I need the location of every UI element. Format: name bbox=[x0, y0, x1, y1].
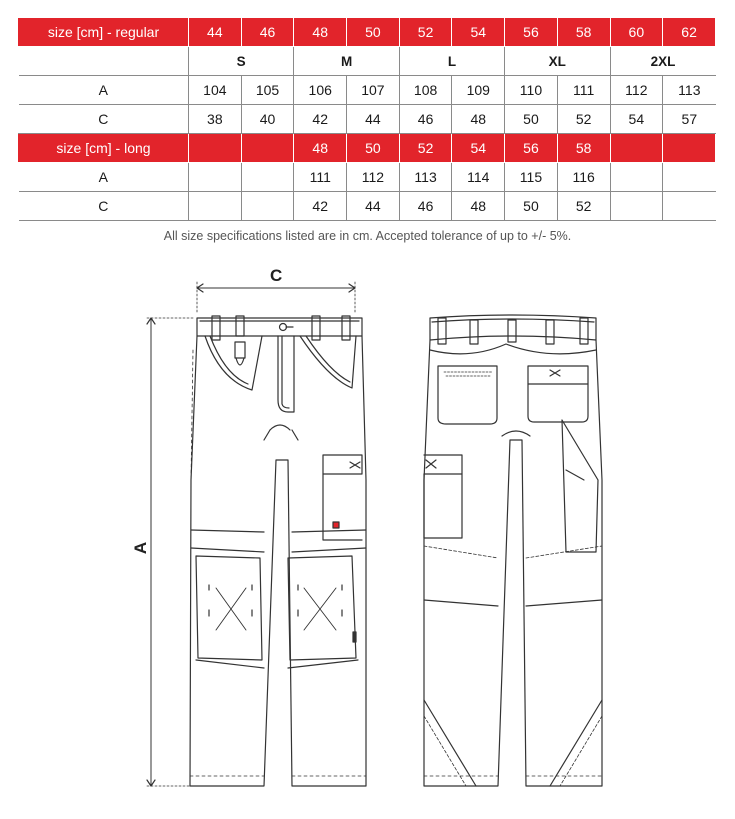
row-label: C bbox=[19, 192, 189, 221]
value-cell: 115 bbox=[505, 163, 558, 192]
size-cell: 62 bbox=[663, 18, 716, 47]
value-cell: 42 bbox=[294, 192, 347, 221]
value-cell: 48 bbox=[452, 105, 505, 134]
size-cell: 48 bbox=[294, 18, 347, 47]
value-cell: 108 bbox=[399, 76, 452, 105]
regular-header-label: size [cm] - regular bbox=[19, 18, 189, 47]
value-cell: 111 bbox=[557, 76, 610, 105]
front-view bbox=[190, 316, 366, 786]
value-cell: 109 bbox=[452, 76, 505, 105]
size-group-s: S bbox=[189, 47, 294, 76]
size-cell: 58 bbox=[557, 18, 610, 47]
value-cell: 40 bbox=[241, 105, 294, 134]
size-cell: 56 bbox=[505, 18, 558, 47]
value-cell: 54 bbox=[610, 105, 663, 134]
value-cell: 57 bbox=[663, 105, 716, 134]
value-cell: 112 bbox=[610, 76, 663, 105]
size-cell: 52 bbox=[399, 18, 452, 47]
dimension-c bbox=[197, 266, 355, 313]
value-cell: 113 bbox=[663, 76, 716, 105]
size-cell: 44 bbox=[189, 18, 242, 47]
size-group-2xl: 2XL bbox=[610, 47, 716, 76]
value-cell: 42 bbox=[294, 105, 347, 134]
value-cell: 44 bbox=[347, 192, 400, 221]
size-cell: 54 bbox=[452, 18, 505, 47]
value-cell: 104 bbox=[189, 76, 242, 105]
value-cell: 107 bbox=[347, 76, 400, 105]
value-cell: 52 bbox=[557, 192, 610, 221]
size-cell: 50 bbox=[347, 134, 400, 163]
size-cell: 54 bbox=[452, 134, 505, 163]
size-cell: 48 bbox=[294, 134, 347, 163]
value-cell: 110 bbox=[505, 76, 558, 105]
value-cell: 38 bbox=[189, 105, 242, 134]
back-view bbox=[424, 315, 602, 786]
long-header-label: size [cm] - long bbox=[19, 134, 189, 163]
value-cell: 105 bbox=[241, 76, 294, 105]
value-cell: 52 bbox=[557, 105, 610, 134]
tolerance-note: All size specifications listed are in cm. Accepted tolerance of up to +/- 5%. bbox=[163, 229, 572, 243]
value-cell: 50 bbox=[505, 192, 558, 221]
size-cell: 60 bbox=[610, 18, 663, 47]
size-group-xl: XL bbox=[505, 47, 610, 76]
value-cell: 106 bbox=[294, 76, 347, 105]
value-cell: 44 bbox=[347, 105, 400, 134]
value-cell: 50 bbox=[505, 105, 558, 134]
size-group-l: L bbox=[399, 47, 504, 76]
size-cell: 50 bbox=[347, 18, 400, 47]
row-label: A bbox=[19, 163, 189, 192]
dim-c-label: C bbox=[270, 266, 283, 285]
dim-a-label: A bbox=[131, 541, 150, 555]
size-cell: 56 bbox=[505, 134, 558, 163]
value-cell: 112 bbox=[347, 163, 400, 192]
value-cell: 116 bbox=[557, 163, 610, 192]
value-cell: 114 bbox=[452, 163, 505, 192]
row-label: C bbox=[19, 105, 189, 134]
value-cell: 46 bbox=[399, 192, 452, 221]
value-cell: 113 bbox=[399, 163, 452, 192]
row-label: A bbox=[19, 76, 189, 105]
size-cell: 58 bbox=[557, 134, 610, 163]
dimension-a bbox=[131, 318, 195, 786]
value-cell: 48 bbox=[452, 192, 505, 221]
size-group-m: M bbox=[294, 47, 399, 76]
size-cell: 52 bbox=[399, 134, 452, 163]
size-cell: 46 bbox=[241, 18, 294, 47]
value-cell: 111 bbox=[294, 163, 347, 192]
value-cell: 46 bbox=[399, 105, 452, 134]
